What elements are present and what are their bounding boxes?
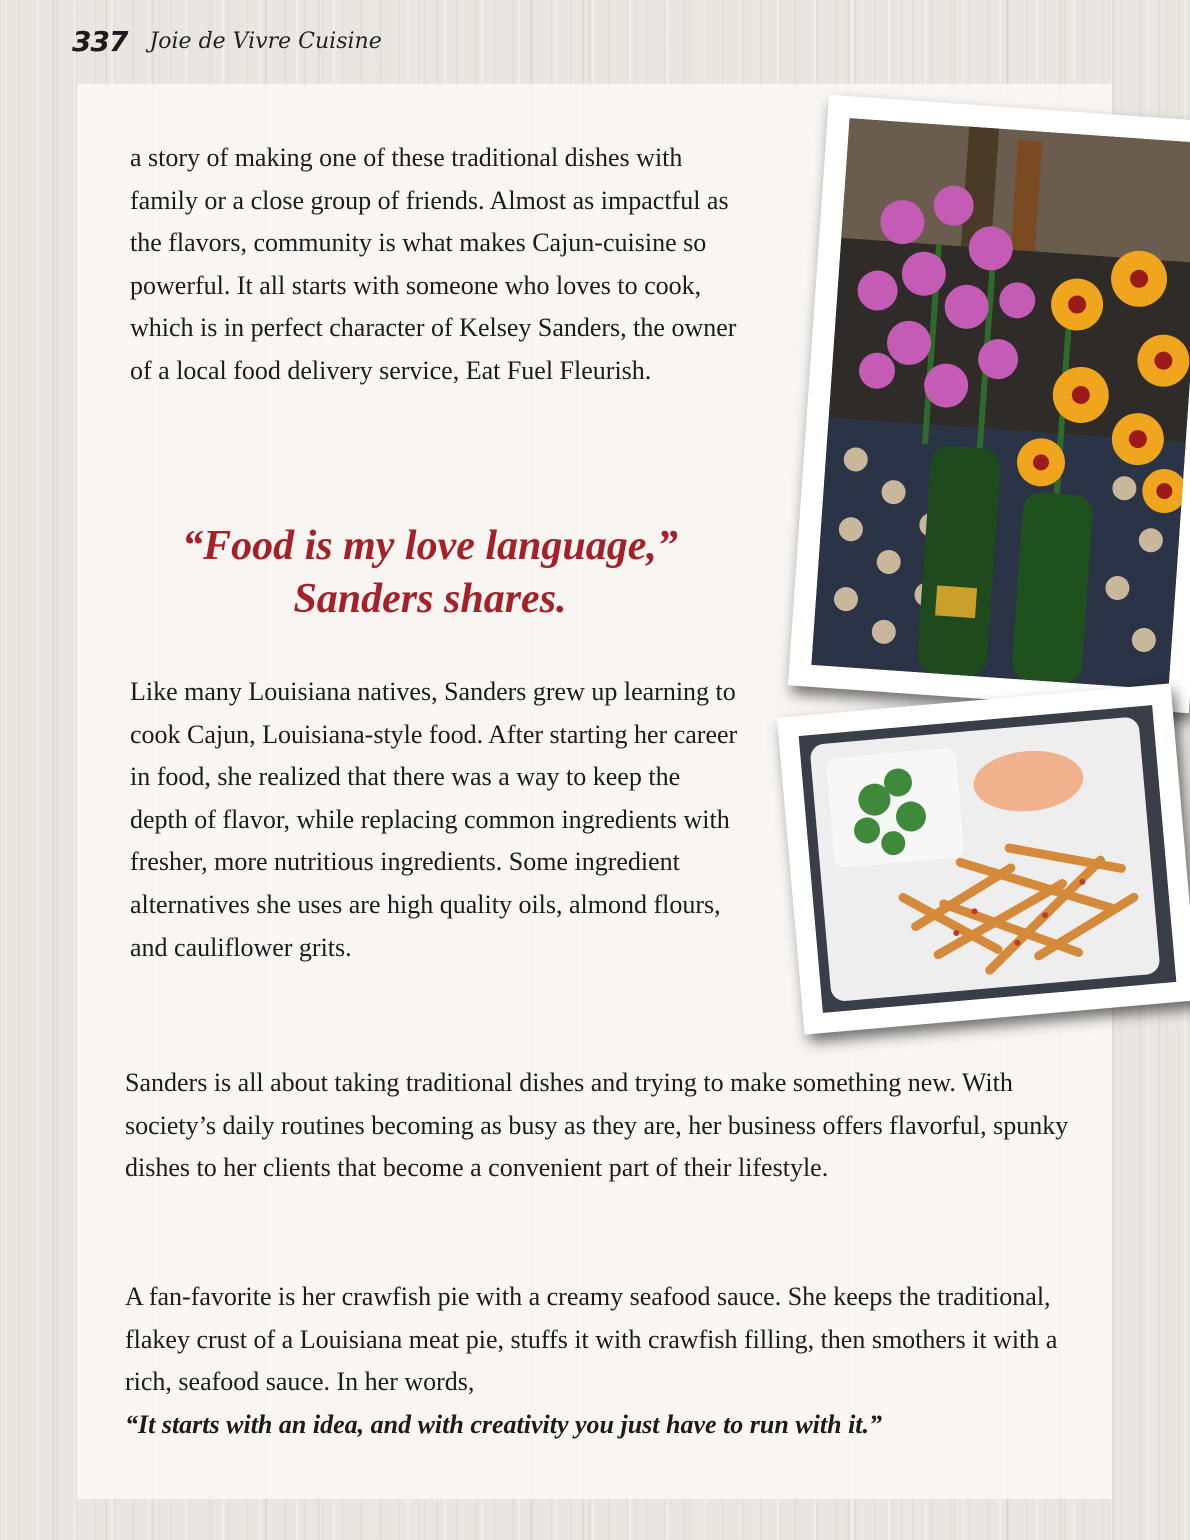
closing-quote: “It starts with an idea, and with creativity you just have to run with it.”	[125, 1409, 883, 1439]
pull-quote-line-2: Sanders shares.	[293, 576, 567, 622]
magazine-title: Joie de Vivre Cuisine	[149, 28, 382, 54]
flowers-photo	[788, 95, 1190, 714]
article-paragraph-4	[125, 1276, 1075, 1446]
article-paragraph-2: Like many Louisiana natives, Sanders grew up learning to cook Cajun, Louisiana-style food. After starting her career in food, she realized that there was a way to keep the depth of flavor, while replacing common ingredients with fresher, more nutritious ingredients. Some ingredient alternatives she uses are high quality oils, almond flours, and cauliflower grits.	[130, 677, 738, 962]
fries-photo	[777, 683, 1190, 1034]
article-paragraph-3: Sanders is all about taking traditional dishes and trying to make something new. With society’s daily routines becoming as busy as they are, her business offers flavorful, spunky dishes to her clients that become a convenient part of their lifestyle.	[125, 1068, 1069, 1183]
pull-quote-line-1: “Food is my love language,”	[182, 523, 678, 569]
article-paragraph-4-text: A fan-favorite is her crawfish pie with a creamy seafood sauce. She keeps the traditional, flakey crust of a Louisiana meat pie, stuffs it with crawfish filling, then smothers it with a rich, seafood sauce. In her words,	[125, 1282, 1058, 1397]
pull-quote	[120, 520, 740, 626]
fries-photo-image	[799, 705, 1177, 1013]
article-paragraph-1: a story of making one of these traditional dishes with family or a close group of friends. Almost as impactful as the flavors, community is what makes Cajun-cuisine so powerful. It all starts with someone who loves to cook, which is in perfect character of Kelsey Sanders, the owner of a local food delivery service, Eat Fuel Fleurish.	[130, 143, 737, 385]
flowers-photo-image	[811, 118, 1190, 690]
page-number: 337	[72, 24, 128, 58]
page-header	[72, 18, 382, 64]
